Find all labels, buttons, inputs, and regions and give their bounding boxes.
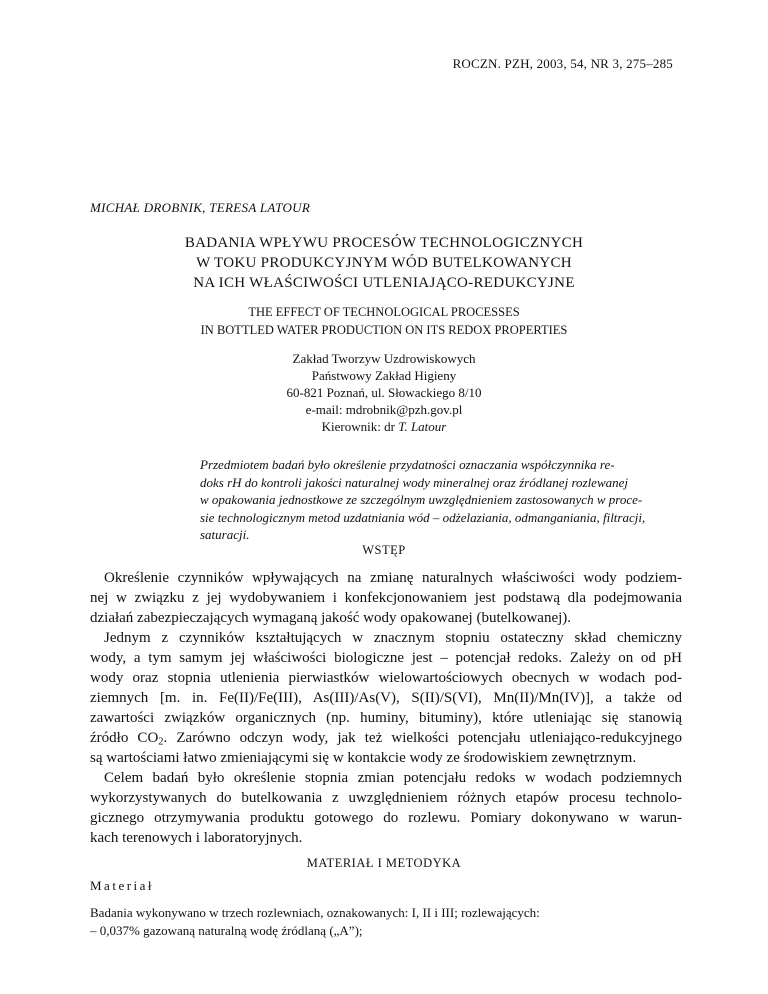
- body-line: wody, a tym samym jej właściwości biologiczne jest – potencjał redoks. Zależy on od pH: [90, 650, 682, 666]
- title-pl-line-1: BADANIA WPŁYWU PROCESÓW TECHNOLOGICZNYCH: [184, 235, 584, 251]
- authors: MICHAŁ DROBNIK, TERESA LATOUR: [90, 200, 311, 215]
- journal-reference: ROCZN. PZH, 2003, 54, NR 3, 275–285: [452, 56, 673, 71]
- co2-text-continued: . Zarówno odczyn wody, jak też wielkości potencjału utleniająco-redukcyjnego: [163, 730, 682, 746]
- abstract-line: doks rH do kontroli jakości naturalnej wody mineralnej oraz źródlanej rozlewanej: [200, 474, 629, 490]
- section-heading-intro: WSTĘP: [362, 543, 406, 557]
- title-en-line-1: THE EFFECT OF TECHNOLOGICAL PROCESSES: [248, 305, 520, 319]
- body-line: gicznego otrzymywania produktu gotowego do rozlewu. Pomiary dokonywano w warun-: [90, 810, 682, 826]
- abstract: [200, 456, 682, 544]
- subheading-materials: Materiał: [90, 878, 155, 893]
- affiliation-email: e-mail: mdrobnik@pzh.gov.pl: [305, 402, 463, 417]
- body-line: wody oraz stopnia utlenienia pierwiastków wielowartościowych obecnych w wodach pod-: [90, 670, 682, 686]
- body-line: ziemnych [m. in. Fe(II)/Fe(III), As(III)/As(V), S(II)/S(VI), Mn(II)/Mn(IV)], a także od: [90, 690, 682, 706]
- abstract-line: sie technologicznym metod uzdatniania wód – odżelaziania, odmanganiania, filtracji,: [200, 509, 646, 525]
- title-en-line-2: IN BOTTLED WATER PRODUCTION ON ITS REDOX PROPERTIES: [200, 323, 568, 337]
- abstract-line: Przedmiotem badań było określenie przydatności oznaczania współczynnika re-: [200, 457, 615, 472]
- body-line: działań zabezpieczających wymaganą jakość wody opakowanej (butelkowanej).: [90, 610, 572, 626]
- materials-line: Badania wykonywano w trzech rozlewniach, oznakowanych: I, II i III; rozlewających:: [90, 905, 540, 920]
- title-pl-line-3: NA ICH WŁAŚCIWOŚCI UTLENIAJĄCO-REDUKCYJNE: [193, 275, 575, 291]
- abstract-line: w opakowania jednostkowe ze szczególnym uwzględnieniem zastosowanych w proce-: [200, 492, 643, 507]
- body-line: nej w związku z jej wydobywaniem i konfekcjonowaniem jest podstawą dla podejmowania: [90, 590, 682, 606]
- section-heading-methods: MATERIAŁ I METODYKA: [306, 856, 462, 870]
- title-pl-line-2: W TOKU PRODUKCYJNYM WÓD BUTELKOWANYCH: [196, 255, 572, 271]
- affiliation-line: Państwowy Zakład Higieny: [311, 368, 457, 383]
- affiliation-address: 60-821 Poznań, ul. Słowackiego 8/10: [286, 385, 482, 400]
- affiliation-head: [0, 418, 768, 436]
- body-line: Określenie czynników wpływających na zmianę naturalnych właściwości wody podziem-: [104, 570, 682, 586]
- body-line: kach terenowych i laboratoryjnych.: [90, 830, 303, 846]
- co2-text: źródło CO: [90, 730, 159, 746]
- materials-line: – 0,037% gazowaną naturalną wodę źródlaną („A”);: [90, 923, 363, 938]
- abstract-line: saturacji.: [200, 527, 250, 542]
- body-line: Celem badań było określenie stopnia zmian potencjału redoks w wodach podziemnych: [104, 770, 682, 786]
- body-line: wykorzystywanych do butelkowania z uwzględnieniem różnych etapów procesu technolo-: [90, 790, 682, 806]
- co2-subscript: 2: [158, 736, 164, 748]
- head-name: T. Latour: [398, 419, 447, 434]
- body-line: zawartości związków organicznych (np. huminy, bituminy), które utleniając się stanowią: [90, 710, 682, 726]
- body-line: są wartościami łatwo zmieniającymi się w kontakcie wody ze środowiskiem zewnętrznym.: [90, 750, 637, 766]
- head-prefix: Kierownik: dr: [321, 419, 399, 434]
- body-line: Jednym z czynników kształtujących w znacznym stopniu ostateczny skład chemiczny: [104, 630, 682, 646]
- affiliation-line: Zakład Tworzyw Uzdrowiskowych: [292, 351, 476, 366]
